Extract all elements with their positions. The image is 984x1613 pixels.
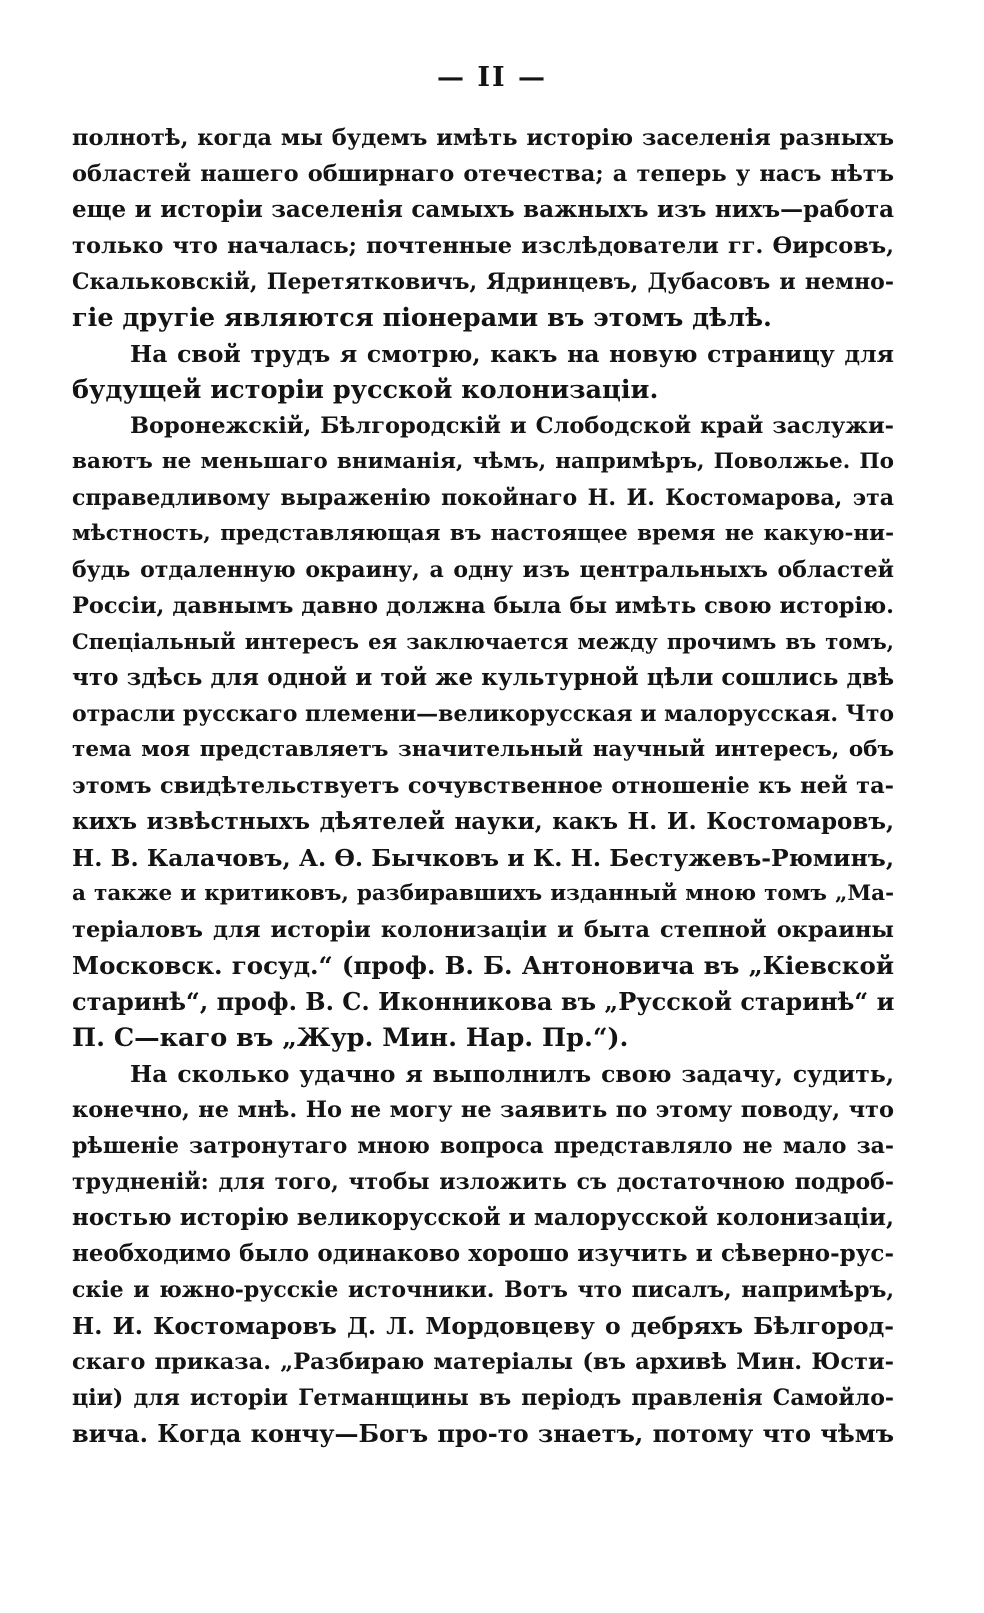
text-line: только что началась; почтенные изслѣдователи гг. Ѳирсовъ, [72, 233, 894, 259]
text-line: еще и исторіи заселенія самыхъ важныхъ изъ нихъ—работа [72, 196, 894, 223]
text-line: На свой трудъ я смотрю, какъ на новую страницу для [130, 340, 894, 368]
text-line: П. С—каго въ „Жур. Мин. Нар. Пр.“). [72, 1023, 629, 1053]
text-line: областей нашего обширнаго отечества; а теперь у насъ нѣтъ [72, 161, 894, 187]
text-line: теріаловъ для исторіи колонизаціи и быта степной окраины [72, 917, 894, 943]
body-text [72, 120, 894, 1452]
text-line: старинѣ“, проф. В. С. Иконникова въ „Русской старинѣ“ и [72, 987, 894, 1016]
text-line: ціи) для исторіи Гетманщины въ періодъ правленія Самойло- [72, 1385, 894, 1411]
text-line: будущей исторіи русской колонизаціи. [72, 375, 659, 405]
text-line: Россіи, давнымъ давно должна была бы имѣть свою исторію. [72, 593, 894, 619]
text-line: трудненій: для того, чтобы изложить съ достаточною подроб- [72, 1169, 894, 1195]
text-line: Московск. госуд.“ (проф. В. Б. Антоновича въ „Кіевской [72, 951, 894, 980]
text-line: рѣшеніе затронутаго мною вопроса представляло не мало за- [72, 1133, 894, 1159]
text-line: конечно, не мнѣ. Но не могу не заявить по этому поводу, что [72, 1097, 894, 1123]
text-line: тема моя представляетъ значительный научный интересъ, объ [72, 737, 894, 762]
text-line: будь отдаленную окраину, а одну изъ центральныхъ областей [72, 557, 894, 583]
text-line: отрасли русскаго племени—великорусская и малорусская. Что [72, 701, 894, 727]
text-line: гіе другіе являются піонерами въ этомъ дѣлѣ. [72, 303, 772, 333]
text-line: ваютъ не меньшаго вниманія, чѣмъ, напримѣръ, Поволжье. По [72, 449, 894, 474]
text-line: что здѣсь для одной и той же культурной цѣли сошлись двѣ [72, 664, 894, 691]
text-line: необходимо было одинаково хорошо изучить и сѣверно-рус- [72, 1240, 894, 1267]
text-line: кихъ извѣстныхъ дѣятелей науки, какъ Н. И. Костомаровъ, [72, 808, 894, 835]
text-line: этомъ свидѣтельствуетъ сочувственное отношеніе къ ней та- [72, 773, 894, 799]
text-line: полнотѣ, когда мы будемъ имѣть исторію заселенія разныхъ [72, 125, 894, 151]
page-number: — II — [436, 62, 548, 93]
text-line: вича. Когда кончу—Богъ про-то знаетъ, потому что чѣмъ [72, 1419, 894, 1448]
text-line: мѣстность, представляющая въ настоящее время не какую-ни- [72, 521, 894, 546]
text-line: ностью исторію великорусской и малорусской колонизаціи, [72, 1204, 894, 1231]
text-line: Спеціальный интересъ ея заключается между прочимъ въ томъ, [72, 629, 894, 654]
text-line: а также и критиковъ, разбиравшихъ изданный мною томъ „Ма- [72, 881, 894, 906]
text-line: Н. И. Костомаровъ Д. Л. Мордовцеву о дебряхъ Бѣлгород- [72, 1312, 894, 1340]
text-line: Скальковскій, Перетятковичъ, Ядринцевъ, Дубасовъ и немно- [72, 269, 894, 295]
text-line: справедливому выраженію покойнаго Н. И. Костомарова, эта [72, 485, 894, 511]
text-line: скіе и южно-русскіе источники. Вотъ что писалъ, напримѣръ, [72, 1277, 894, 1303]
text-line: скаго приказа. „Разбираю матеріалы (въ архивѣ Мин. Юсти- [72, 1349, 894, 1375]
text-line: Воронежскій, Бѣлгородскій и Слободской край заслужи- [130, 413, 894, 439]
text-line: Н. В. Калачовъ, А. Ѳ. Бычковъ и К. Н. Бестужевъ-Рюминъ, [72, 844, 894, 872]
text-line: На сколько удачно я выполнилъ свою задачу, судить, [130, 1060, 894, 1088]
